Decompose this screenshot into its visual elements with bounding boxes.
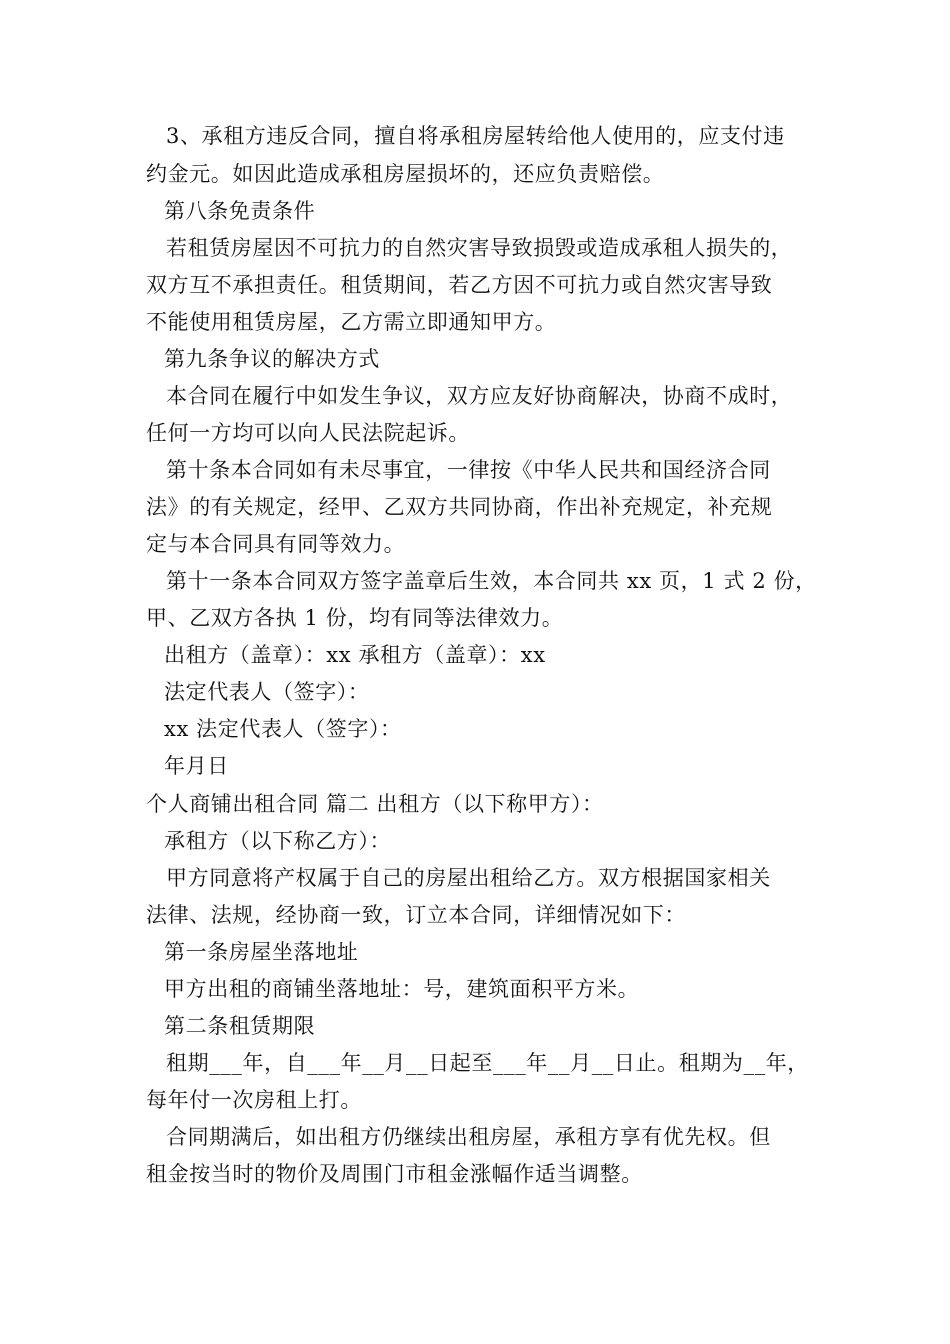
text-line: 约金元。如因此造成承租房屋损坏的，还应负责赔偿。 — [146, 162, 665, 186]
text-line: 每年付一次房租上打。 — [146, 1088, 362, 1112]
signature-line: 法定代表人（签字）： — [164, 680, 370, 704]
section-heading: 第八条免责条件 — [164, 199, 316, 223]
section-heading: 第九条争议的解决方式 — [164, 347, 380, 371]
section-title: 个人商铺出租合同 篇二 出租方（以下称甲方）： — [146, 792, 604, 816]
text-line: 租金按当时的物价及周围门市租金涨幅作适当调整。 — [146, 1162, 643, 1186]
text-line: 第十条本合同如有未尽事宜，一律按《中华人民共和国经济合同 — [166, 458, 771, 482]
signature-line: 出租方（盖章）：xx 承租方（盖章）：xx — [164, 643, 546, 667]
signature-line: xx 法定代表人（签字）： — [164, 717, 402, 741]
text-line: 任何一方均可以向人民法院起诉。 — [146, 421, 470, 445]
section-heading: 第一条房屋坐落地址 — [164, 940, 359, 964]
text-line: 法律、法规，经协商一致，订立本合同，详细情况如下： — [146, 903, 686, 927]
text-line: 甲方出租的商铺坐落地址：号，建筑面积平方米。 — [164, 977, 640, 1001]
text-line: 若租赁房屋因不可抗力的自然灾害导致损毁或造成承租人损失的， — [166, 236, 793, 260]
date-line: 年月日 — [164, 754, 229, 778]
text-line: 定与本合同具有同等效力。 — [146, 532, 406, 556]
text-line: 甲、乙双方各执 1 份，均有同等法律效力。 — [146, 606, 564, 630]
text-line: 承租方（以下称乙方）： — [164, 829, 392, 853]
text-line: 第十一条本合同双方签字盖章后生效，本合同共 xx 页，1 式 2 份， — [166, 569, 817, 593]
text-line: 本合同在履行中如发生争议，双方应友好协商解决，协商不成时， — [166, 384, 793, 408]
text-line: 甲方同意将产权属于自己的房屋出租给乙方。双方根据国家相关 — [166, 866, 771, 890]
text-line: 合同期满后，如出租方仍继续出租房屋，承租方享有优先权。但 — [166, 1125, 771, 1149]
text-line: 双方互不承担责任。租赁期间，若乙方因不可抗力或自然灾害导致 — [146, 273, 773, 297]
text-line: 不能使用租赁房屋，乙方需立即通知甲方。 — [146, 310, 557, 334]
text-line: 租期___年，自___年__月__日起至___年__月__日止。租期为__年， — [166, 1051, 809, 1075]
text-line: 法》的有关规定，经甲、乙双方共同协商，作出补充规定，补充规 — [146, 495, 773, 519]
text-line: 3、承租方违反合同，擅自将承租房屋转给他人使用的，应支付违 — [166, 124, 785, 148]
section-heading: 第二条租赁期限 — [164, 1014, 316, 1038]
